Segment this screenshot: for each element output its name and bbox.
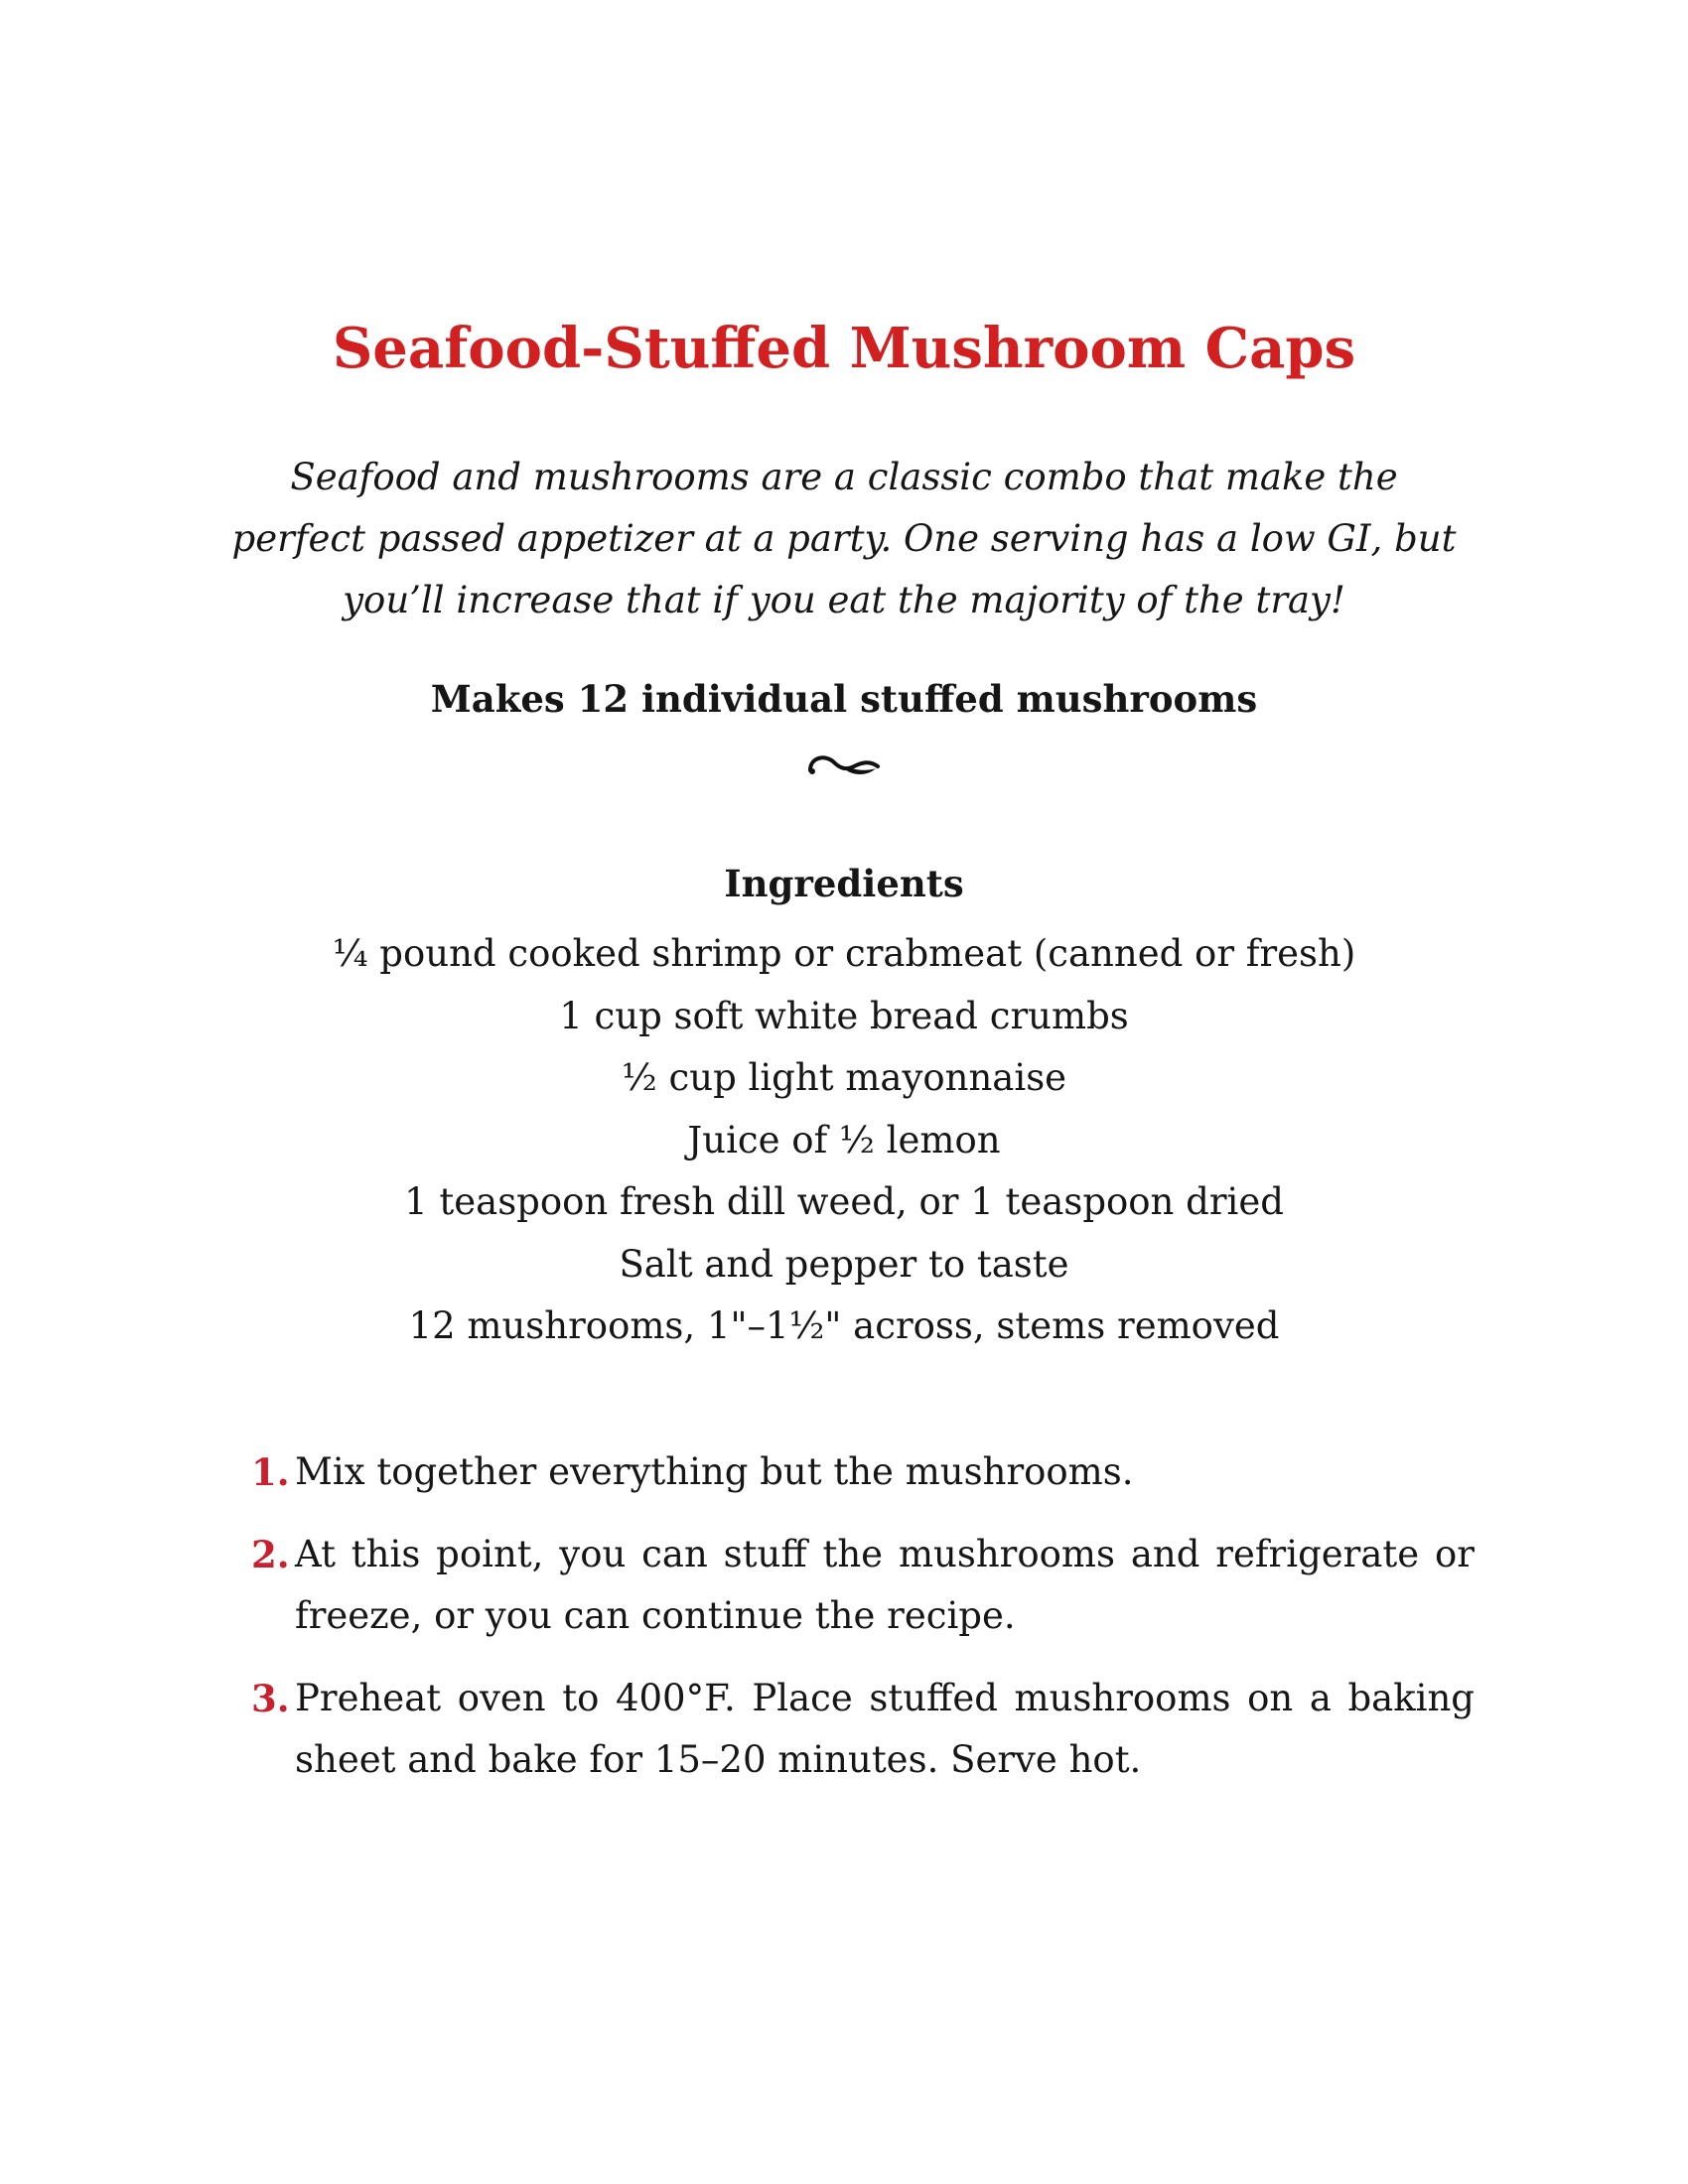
step-item	[248, 1524, 1475, 1647]
step-number: 2.	[251, 1533, 290, 1576]
recipe-yield: Makes 12 individual stuffed mushrooms	[430, 677, 1258, 721]
step-text: Preheat oven to 400°F. Place stuffed mushrooms on a baking sheet and bake for 15–20 minutes. Serve hot.	[295, 1677, 1475, 1781]
recipe-intro: Seafood and mushrooms are a classic combo that make the perfect passed appetizer at a party. One serving has a low GI, but you’ll increase that if you eat the majority of the tray!	[231, 456, 1457, 621]
step-item	[248, 1441, 1475, 1503]
ingredients-list	[0, 923, 1688, 1358]
step-number: 1.	[251, 1450, 290, 1494]
step-number: 3.	[251, 1677, 290, 1720]
ingredient-item: Salt and pepper to taste	[619, 1242, 1069, 1286]
ingredient-item: ½ cup light mayonnaise	[621, 1056, 1067, 1099]
ingredient-item: Juice of ½ lemon	[687, 1118, 1001, 1161]
step-item	[248, 1668, 1475, 1791]
ingredient-item: 1 cup soft white bread crumbs	[559, 994, 1129, 1037]
step-text: Mix together everything but the mushrooms.	[295, 1450, 1134, 1493]
steps-list	[248, 1441, 1475, 1812]
swash-ornament-icon	[804, 747, 884, 782]
ingredient-item: ¼ pound cooked shrimp or crabmeat (canned or fresh)	[332, 932, 1356, 975]
ingredient-item: 1 teaspoon fresh dill weed, or 1 teaspoon dried	[404, 1180, 1284, 1223]
ingredients-heading: Ingredients	[724, 862, 964, 905]
ingredient-item: 12 mushrooms, 1"–1½" across, stems removed	[408, 1304, 1280, 1347]
step-text: At this point, you can stuff the mushrooms and refrigerate or freeze, or you can continue the recipe.	[295, 1533, 1475, 1637]
recipe-title: Seafood-Stuffed Mushroom Caps	[332, 316, 1356, 381]
